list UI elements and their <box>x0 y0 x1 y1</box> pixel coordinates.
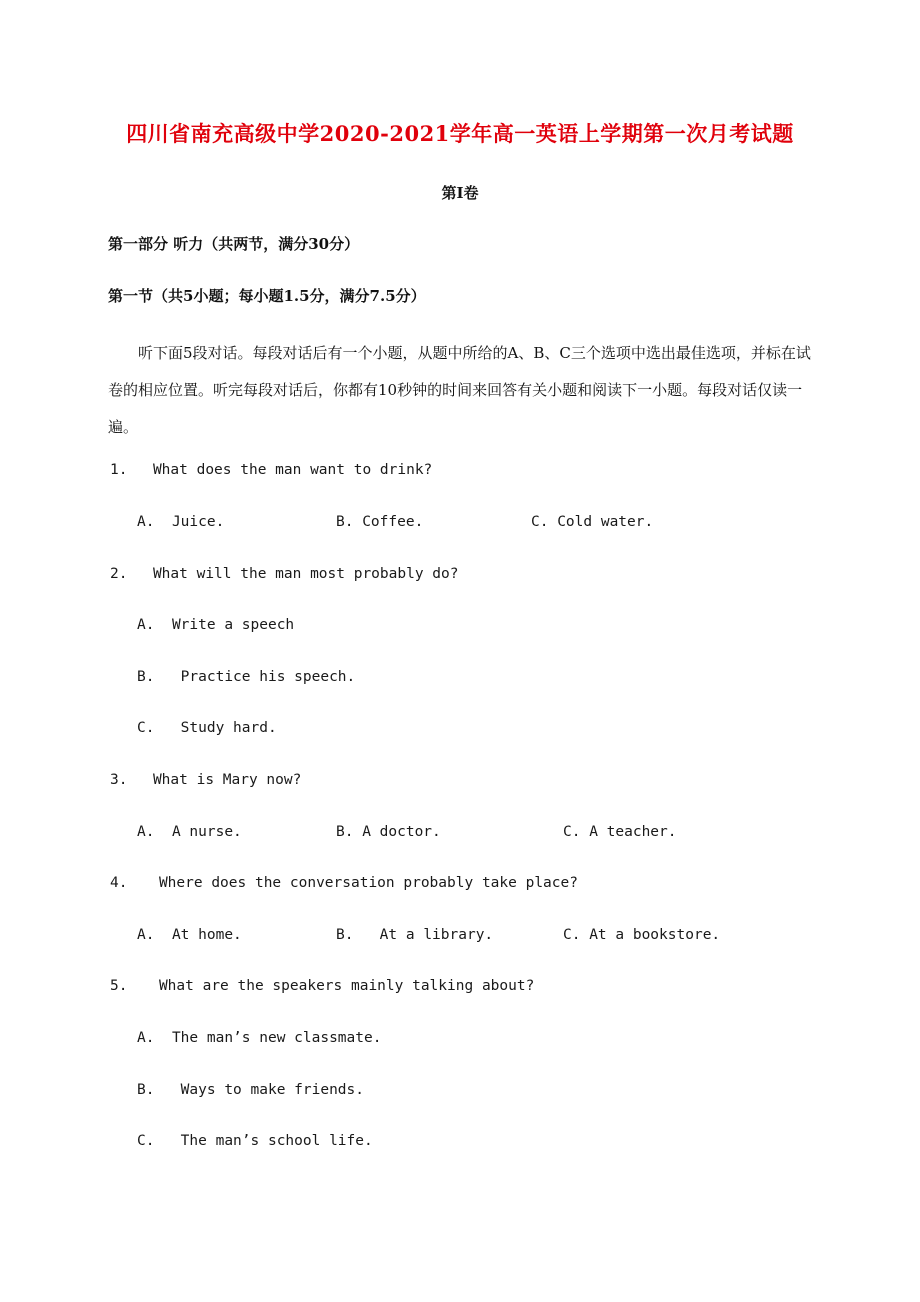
part-heading: 第一部分 听力（共两节，满分30分） <box>108 235 360 253</box>
option-3b: B. A doctor. <box>336 824 441 840</box>
option-5a: A. The man’s new classmate. <box>137 1030 382 1046</box>
question-text: What are the speakers mainly talking about? <box>158 978 535 994</box>
instructions-paragraph: 听下面5段对话。每段对话后有一个小题，从题中所给的A、B、C三个选项中选出最佳选项，并标在试卷的相应位置。听完每段对话后，你都有10秒钟的时间来回答有关小题和阅读下一小题。每段对话仅读一遍。 <box>108 344 811 436</box>
question-number: 4. <box>110 875 128 891</box>
option-1c: C. Cold water. <box>531 514 654 530</box>
question-1 <box>110 462 432 478</box>
option-4a: A. At home. <box>137 927 242 943</box>
option-1b: B. Coffee. <box>336 514 424 530</box>
question-text: Where does the conversation probably take place? <box>158 875 578 891</box>
option-4b: B. At a library. <box>336 927 494 943</box>
question-number: 1. <box>110 462 128 478</box>
question-text: What will the man most probably do? <box>152 566 459 582</box>
option-2c: C. Study hard. <box>137 720 277 736</box>
option-4c: C. At a bookstore. <box>563 927 721 943</box>
volume-heading: 第I卷 <box>441 184 479 202</box>
option-5b: B. Ways to make friends. <box>137 1082 364 1098</box>
option-1a: A. Juice. <box>137 514 225 530</box>
question-number: 3. <box>110 772 128 788</box>
option-3a: A. A nurse. <box>137 824 242 840</box>
option-2b: B. Practice his speech. <box>137 669 356 685</box>
question-2 <box>110 566 458 582</box>
question-number: 5. <box>110 978 128 994</box>
question-text: What does the man want to drink? <box>152 462 433 478</box>
document-title: 四川省南充高级中学2020-2021学年高一英语上学期第一次月考试题 <box>126 121 794 146</box>
section-heading: 第一节（共5小题；每小题1.5分，满分7.5分） <box>108 287 426 305</box>
question-3 <box>110 772 301 788</box>
question-5 <box>110 978 534 994</box>
option-3c: C. A teacher. <box>563 824 677 840</box>
question-text: What is Mary now? <box>152 772 302 788</box>
option-2a: A. Write a speech <box>137 617 295 633</box>
question-number: 2. <box>110 566 128 582</box>
question-4 <box>110 875 578 891</box>
option-5c: C. The man’s school life. <box>137 1133 373 1149</box>
